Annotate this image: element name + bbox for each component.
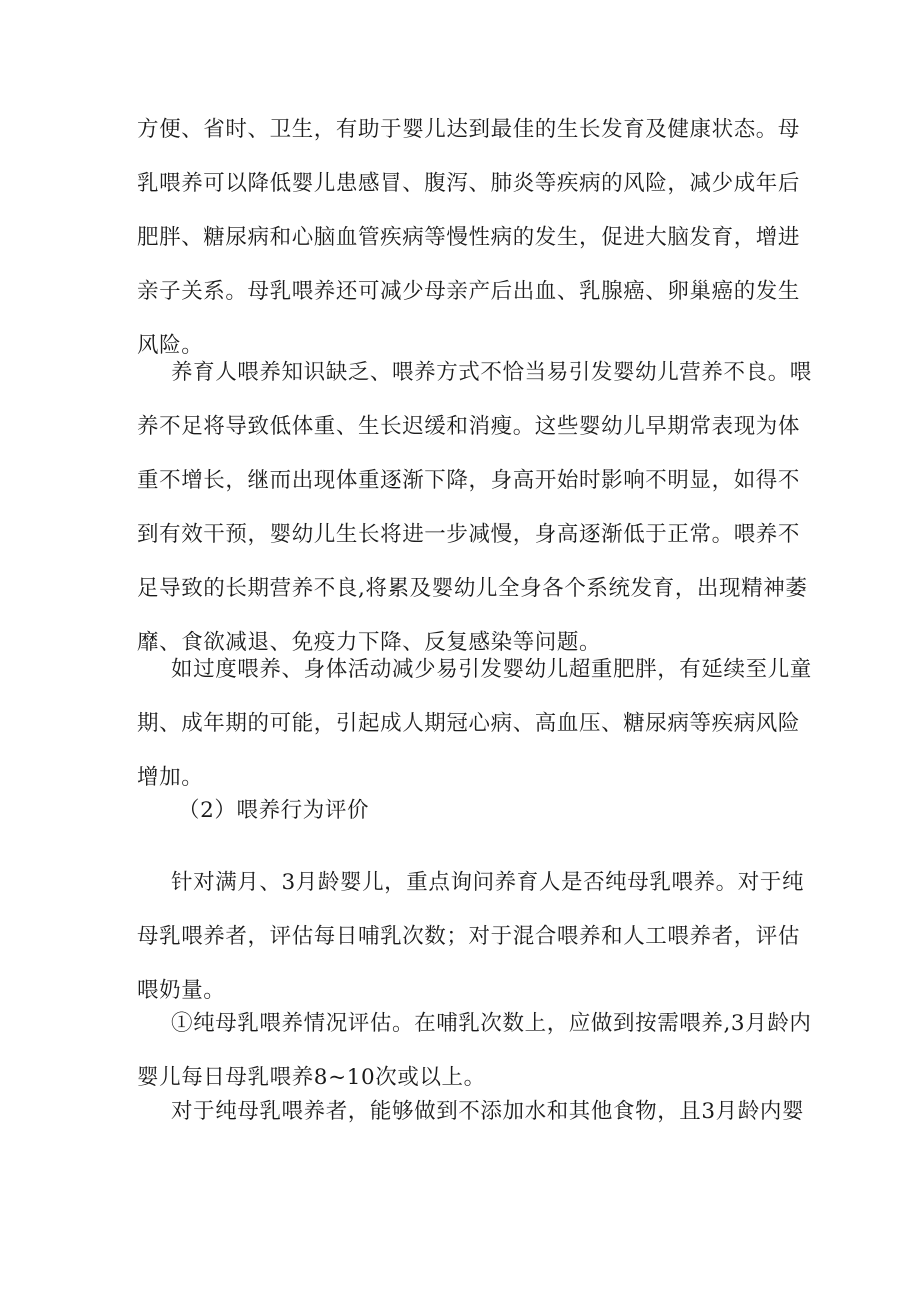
section-heading: （2）喂养行为评价 [178,798,370,823]
text-line: 方便、省时、卫生，有助于婴儿达到最佳的生长发育及健康状态。母 [137,117,801,142]
text-line: 养不足将导致低体重、生长迟缓和消瘦。这些婴幼儿早期常表现为体 [137,414,801,439]
text-line: 如过度喂养、身体活动减少易引发婴幼儿超重肥胖，有延续至儿童 [171,657,812,682]
text-line: 乳喂养可以降低婴儿患感冒、腹泻、肺炎等疾病的风险，减少成年后 [137,171,801,196]
text-line: 增加。 [137,765,204,790]
text-line: 喂奶量。 [137,978,226,1003]
text-line: 养育人喂养知识缺乏、喂养方式不恰当易引发婴幼儿营养不良。喂 [171,360,812,385]
text-line: 亲子关系。母乳喂养还可减少母亲产后出血、乳腺癌、卵巢癌的发生 [137,279,801,304]
text-line: 风险。 [137,333,204,358]
text-line: 肥胖、糖尿病和心脑血管疾病等慢性病的发生，促进大脑发育，增进 [137,225,801,250]
text-line: 足导致的长期营养不良,将累及婴幼儿全身各个系统发育，出现精神萎 [137,576,808,601]
text-line: 到有效干预，婴幼儿生长将进一步减慢，身高逐渐低于正常。喂养不 [137,522,801,547]
paragraph-overfeeding [137,643,812,805]
paragraph-no-water [137,1085,805,1139]
text-line: 婴儿每日母乳喂养8~10次或以上。 [137,1065,486,1090]
text-line: 针对满月、3月龄婴儿，重点询问养育人是否纯母乳喂养。对于纯 [171,870,805,895]
text-line: 对于纯母乳喂养者，能够做到不添加水和其他食物，且3月龄内婴 [171,1099,805,1124]
text-line: 重不增长，继而出现体重逐渐下降，身高开始时影响不明显，如得不 [137,468,801,493]
text-line: 靡、食欲减退、免疫力下降、反复感染等问题。 [137,630,602,655]
text-line: 期、成年期的可能，引起成人期冠心病、高血压、糖尿病等疾病风险 [137,711,801,736]
text-line: ①纯母乳喂养情况评估。在哺乳次数上，应做到按需喂养,3月龄内 [171,1011,812,1036]
text-line: 母乳喂养者，评估每日哺乳次数；对于混合喂养和人工喂养者，评估 [137,924,801,949]
paragraph-infant-inquiry [137,856,805,1018]
